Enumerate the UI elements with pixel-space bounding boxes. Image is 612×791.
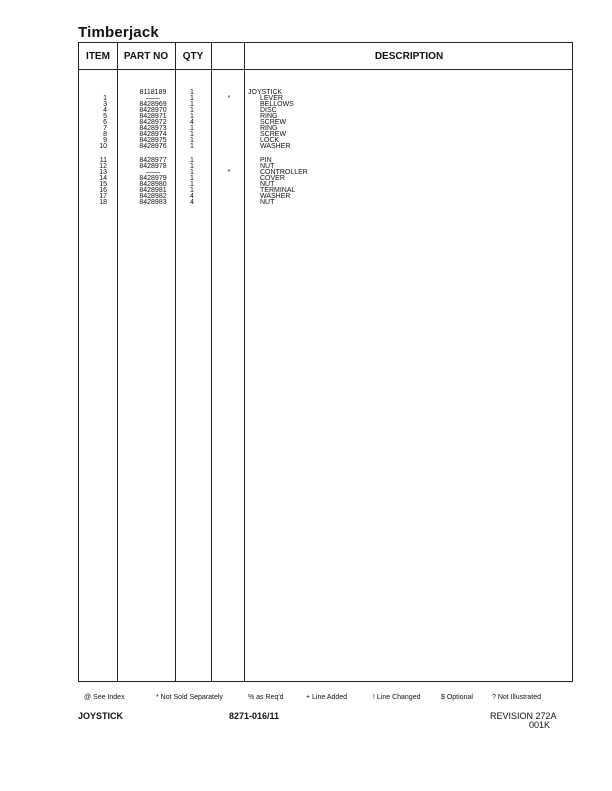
item-cell: 17 [99, 193, 107, 200]
description-cell: NUT [260, 163, 275, 170]
description-cell: DISC [260, 107, 277, 114]
legend-item: @ See Index [84, 694, 125, 701]
header-divider [79, 69, 572, 70]
part-no-cell: 8428981 [139, 187, 167, 194]
parts-table [78, 42, 573, 682]
part-no-cell: 8428979 [139, 175, 167, 182]
table-row [79, 143, 569, 151]
description-cell: RING [260, 113, 278, 120]
part-no-cell: —— [146, 95, 160, 102]
qty-cell: 1 [190, 157, 194, 164]
qty-cell: 4 [190, 199, 194, 206]
legend-item: ? Not Illustrated [492, 694, 542, 701]
part-no-cell: 8118189 [139, 89, 167, 96]
header-qty: QTY [182, 51, 204, 62]
qty-cell: 1 [190, 113, 194, 120]
part-no-cell: 8428983 [139, 199, 167, 206]
header-item: ITEM [86, 51, 110, 62]
description-cell: SCREW [260, 119, 287, 126]
qty-cell: 1 [190, 137, 194, 144]
item-cell: 13 [99, 169, 107, 176]
item-cell: 18 [99, 199, 107, 206]
legend-item: ! Line Changed [373, 694, 421, 701]
description-cell: JOYSTICK [248, 89, 283, 96]
footer-revision: REVISION 272A [490, 711, 557, 721]
item-cell: 16 [99, 187, 107, 194]
qty-cell: 1 [190, 131, 194, 138]
part-no-cell: 8428972 [139, 119, 167, 126]
qty-cell: 4 [190, 119, 194, 126]
description-cell: WASHER [260, 143, 291, 150]
item-cell: 5 [103, 113, 107, 120]
description-cell: LEVER [260, 95, 283, 102]
footer-doc-no: 8271-016/11 [229, 711, 280, 721]
description-cell: CONTROLLER [260, 169, 308, 176]
footer-revision-sub: 001K [529, 720, 551, 730]
part-no-cell: 8428977 [139, 157, 167, 164]
description-cell: SCREW [260, 131, 287, 138]
part-no-cell: 8428982 [139, 193, 167, 200]
item-cell: 10 [99, 143, 107, 150]
part-no-cell: 8428975 [139, 137, 167, 144]
item-cell: 14 [99, 175, 107, 182]
part-no-cell: 8428971 [139, 113, 167, 120]
table-row [79, 199, 569, 207]
part-no-cell: 8428974 [139, 131, 167, 138]
header-part-no: PART NO [123, 51, 169, 62]
description-cell: WASHER [260, 193, 291, 200]
description-cell: NUT [260, 181, 275, 188]
part-no-cell: 8428969 [139, 101, 167, 108]
item-cell: 1 [103, 95, 107, 102]
part-no-cell: 8428980 [139, 181, 167, 188]
description-cell: COVER [260, 175, 285, 182]
item-cell: 8 [103, 131, 107, 138]
description-cell: LOCK [260, 137, 280, 144]
header-description: DESCRIPTION [374, 51, 444, 62]
description-cell: TERMINAL [260, 187, 296, 194]
item-cell: 3 [103, 101, 107, 108]
legend-item: * Not Sold Separately [156, 694, 223, 701]
part-no-cell: 8428976 [139, 143, 167, 150]
legend-item: $ Optional [441, 694, 473, 701]
qty-cell: 1 [190, 181, 194, 188]
description-cell: PIN [260, 157, 272, 164]
item-cell: 11 [99, 157, 107, 164]
legend-item: + Line Added [306, 694, 348, 701]
brand-title: Timberjack [78, 24, 159, 41]
note-cell: * [227, 169, 231, 176]
part-no-cell: 8428973 [139, 125, 167, 132]
qty-cell: 1 [190, 163, 194, 170]
qty-cell: 4 [190, 193, 194, 200]
item-cell: 6 [103, 119, 107, 126]
qty-cell: 1 [190, 175, 194, 182]
item-cell: 15 [99, 181, 107, 188]
part-no-cell: 8428978 [139, 163, 167, 170]
footer-title: JOYSTICK [78, 711, 124, 721]
qty-cell: 1 [190, 89, 194, 96]
note-cell: * [227, 95, 231, 102]
qty-cell: 1 [190, 95, 194, 102]
item-cell: 7 [103, 125, 107, 132]
description-cell: RING [260, 125, 278, 132]
description-cell: NUT [260, 199, 275, 206]
qty-cell: 1 [190, 187, 194, 194]
item-cell: 4 [103, 107, 107, 114]
qty-cell: 1 [190, 107, 194, 114]
qty-cell: 1 [190, 143, 194, 150]
legend-item: % as Req'd [248, 694, 284, 701]
item-cell: 9 [103, 137, 107, 144]
item-cell: 12 [99, 163, 107, 170]
qty-cell: 1 [190, 125, 194, 132]
qty-cell: 1 [190, 169, 194, 176]
part-no-cell: 8428970 [139, 107, 167, 114]
part-no-cell: —— [146, 169, 160, 176]
description-cell: BELLOWS [260, 101, 294, 108]
qty-cell: 1 [190, 101, 194, 108]
